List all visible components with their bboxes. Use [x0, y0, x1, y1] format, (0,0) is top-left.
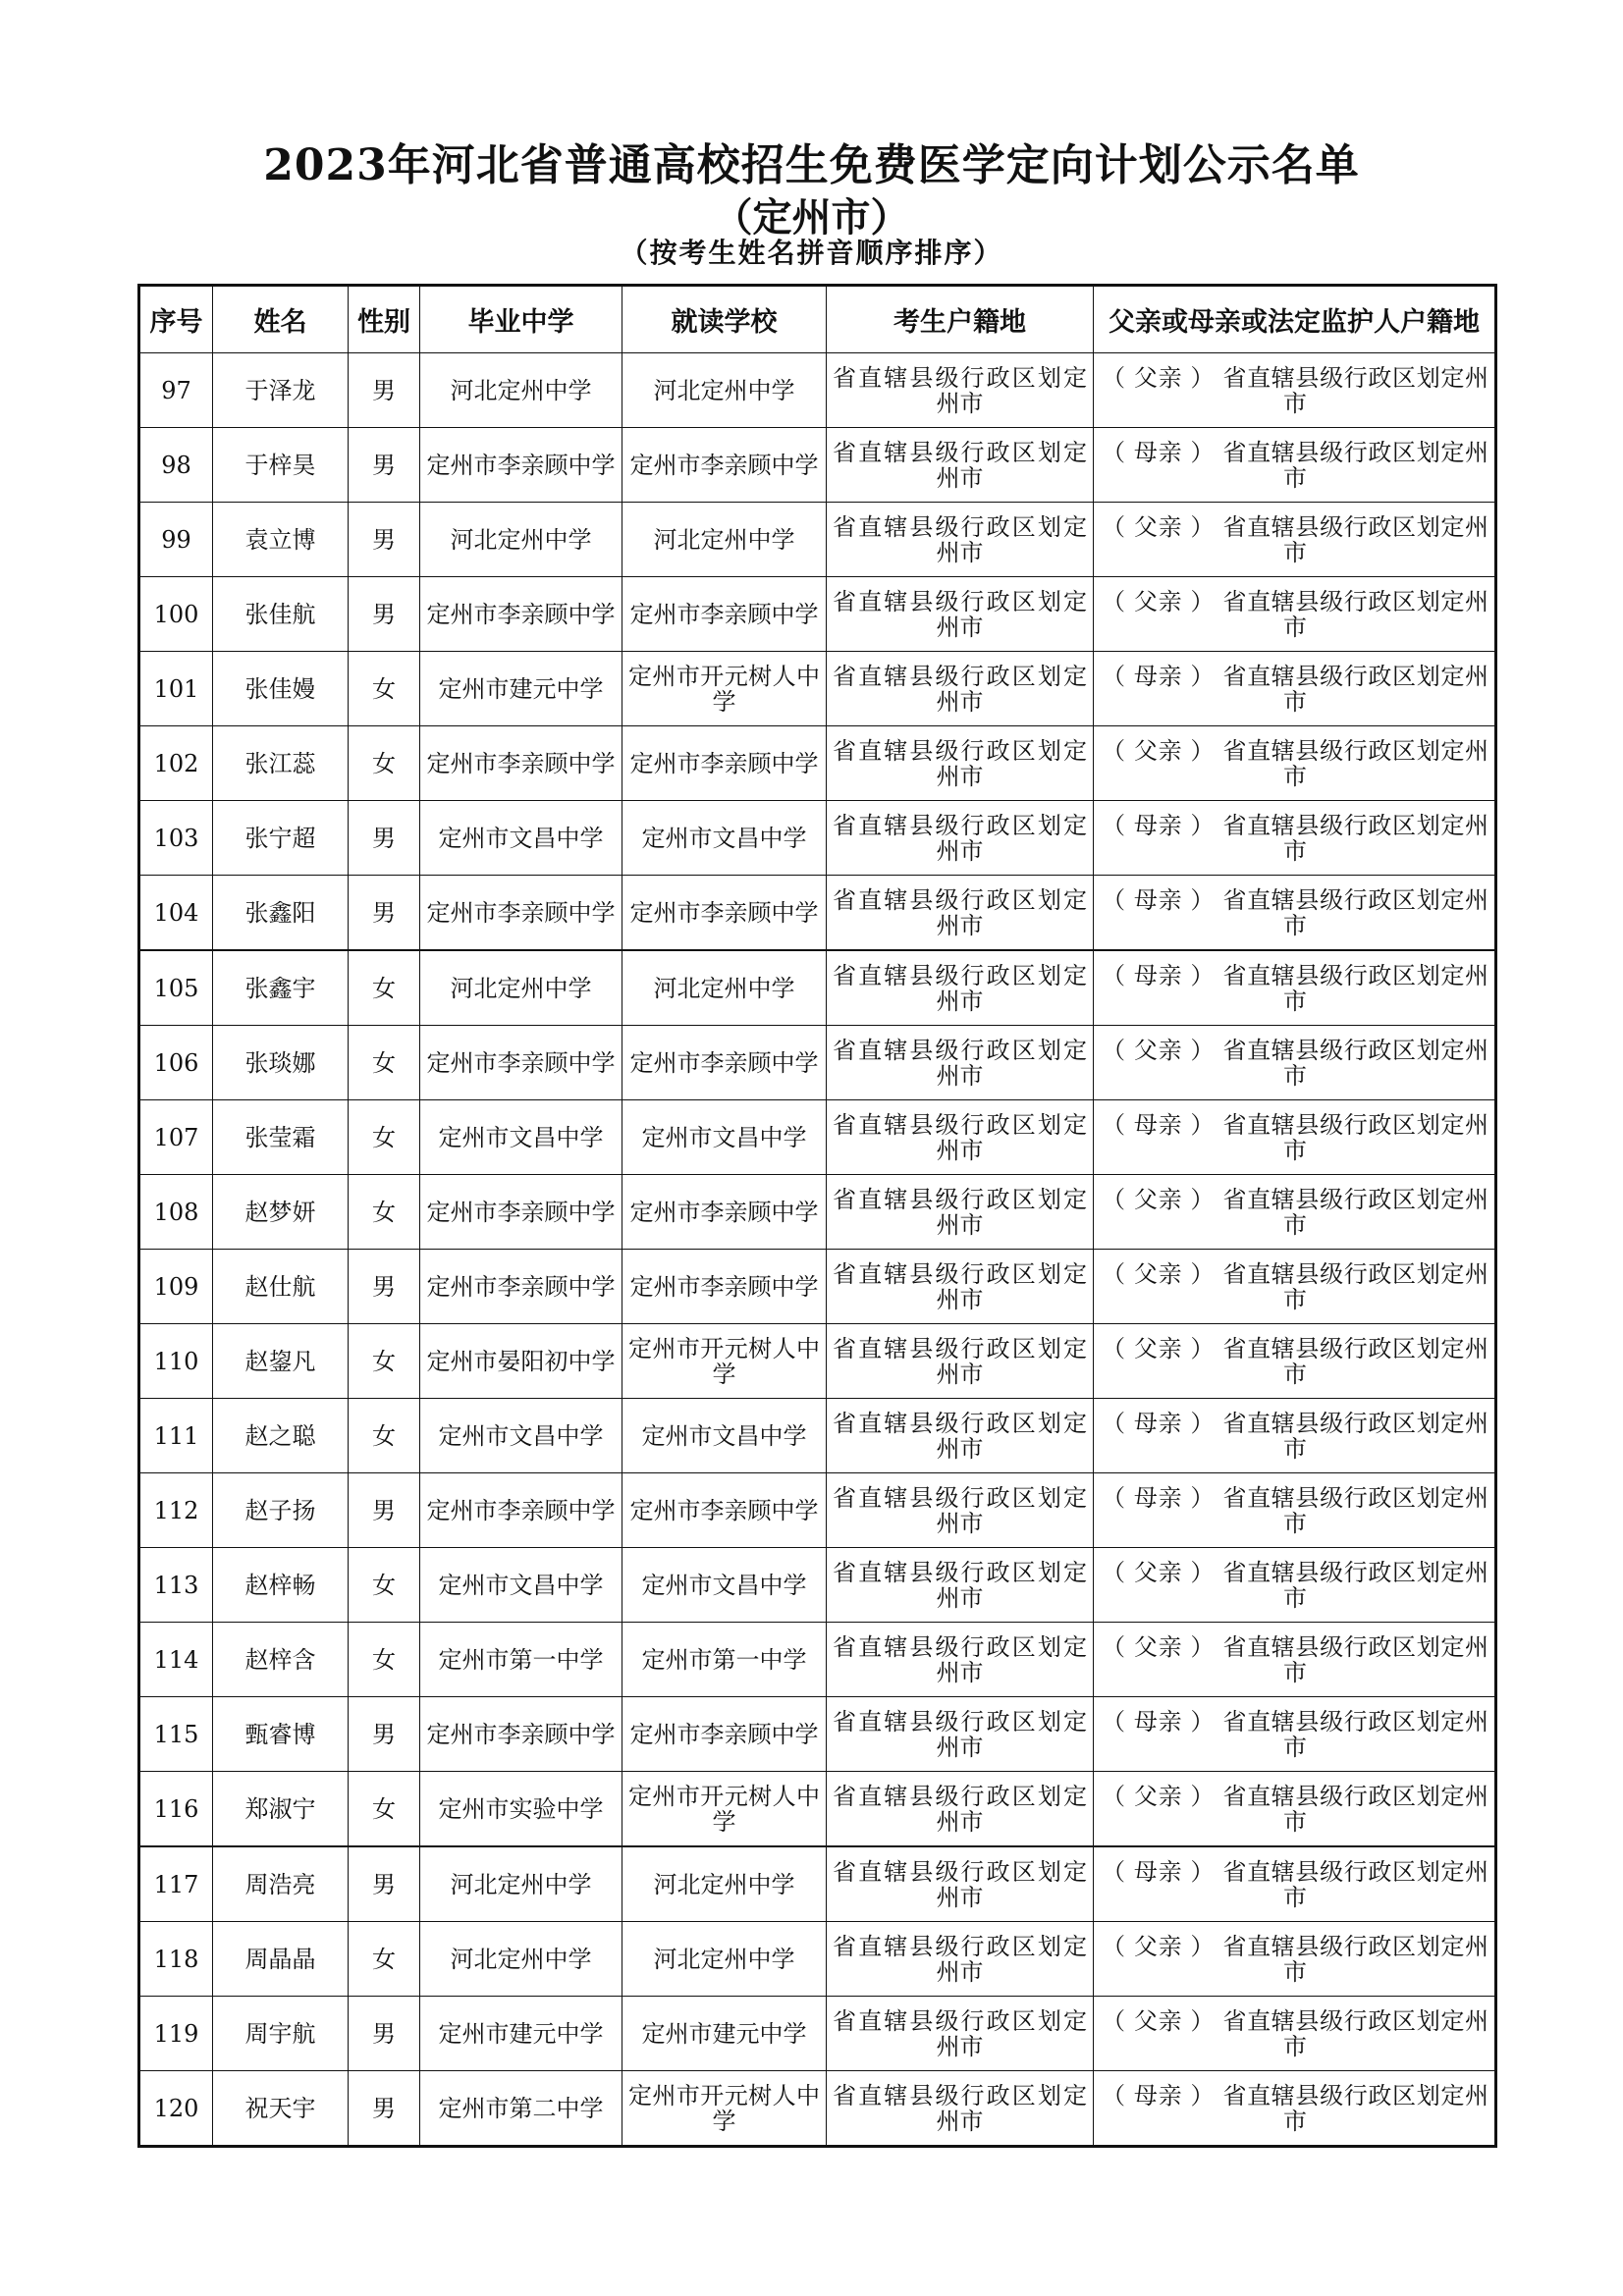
graduation-school-cell: 定州市文昌中学 [420, 801, 622, 876]
serial-cell: 101 [139, 652, 213, 726]
student-hukou-cell: 省直辖县级行政区划定州市 [827, 1026, 1094, 1100]
table-row [139, 1026, 1496, 1100]
gender-cell: 女 [349, 652, 420, 726]
gender-cell: 女 [349, 1623, 420, 1697]
name-cell: 张琰娜 [213, 1026, 349, 1100]
table-row [139, 428, 1496, 503]
student-hukou-cell: 省直辖县级行政区划定州市 [827, 1548, 1094, 1623]
student-hukou-cell: 省直辖县级行政区划定州市 [827, 652, 1094, 726]
current-school-cell: 定州市开元树人中学 [622, 1324, 827, 1399]
guardian-hukou-cell: （ 父亲 ） 省直辖县级行政区划定州市 [1094, 1250, 1496, 1324]
student-hukou-cell: 省直辖县级行政区划定州市 [827, 1846, 1094, 1922]
gender-cell: 男 [349, 1473, 420, 1548]
table-row [139, 1997, 1496, 2071]
current-school-cell: 定州市文昌中学 [622, 801, 827, 876]
table-row [139, 503, 1496, 577]
current-school-cell: 定州市李亲顾中学 [622, 1175, 827, 1250]
graduation-school-cell: 定州市李亲顾中学 [420, 1473, 622, 1548]
serial-cell: 111 [139, 1399, 213, 1473]
student-hukou-cell: 省直辖县级行政区划定州市 [827, 1324, 1094, 1399]
student-hukou-cell: 省直辖县级行政区划定州市 [827, 1922, 1094, 1997]
graduation-school-cell: 定州市第一中学 [420, 1623, 622, 1697]
gender-cell: 女 [349, 950, 420, 1026]
student-hukou-cell: 省直辖县级行政区划定州市 [827, 1399, 1094, 1473]
name-cell: 周宇航 [213, 1997, 349, 2071]
student-hukou-cell: 省直辖县级行政区划定州市 [827, 1175, 1094, 1250]
guardian-hukou-cell: （ 父亲 ） 省直辖县级行政区划定州市 [1094, 577, 1496, 652]
name-cell: 张佳航 [213, 577, 349, 652]
serial-cell: 114 [139, 1623, 213, 1697]
gender-cell: 女 [349, 1772, 420, 1847]
table-row [139, 1772, 1496, 1847]
current-school-cell: 定州市李亲顾中学 [622, 726, 827, 801]
guardian-hukou-cell: （ 父亲 ） 省直辖县级行政区划定州市 [1094, 1623, 1496, 1697]
header-cell: 就读学校 [622, 286, 827, 353]
serial-cell: 108 [139, 1175, 213, 1250]
current-school-cell: 定州市第一中学 [622, 1623, 827, 1697]
graduation-school-cell: 定州市李亲顾中学 [420, 1250, 622, 1324]
gender-cell: 男 [349, 353, 420, 428]
gender-cell: 男 [349, 1846, 420, 1922]
gender-cell: 女 [349, 1548, 420, 1623]
guardian-hukou-cell: （ 父亲 ） 省直辖县级行政区划定州市 [1094, 1922, 1496, 1997]
graduation-school-cell: 定州市建元中学 [420, 1997, 622, 2071]
gender-cell: 男 [349, 876, 420, 951]
guardian-hukou-cell: （ 父亲 ） 省直辖县级行政区划定州市 [1094, 503, 1496, 577]
gender-cell: 女 [349, 1324, 420, 1399]
table-row [139, 1175, 1496, 1250]
current-school-cell: 河北定州中学 [622, 1846, 827, 1922]
graduation-school-cell: 定州市晏阳初中学 [420, 1324, 622, 1399]
current-school-cell: 定州市李亲顾中学 [622, 428, 827, 503]
gender-cell: 男 [349, 2071, 420, 2147]
table-row [139, 1250, 1496, 1324]
guardian-hukou-cell: （ 母亲 ） 省直辖县级行政区划定州市 [1094, 1100, 1496, 1175]
current-school-cell: 定州市李亲顾中学 [622, 577, 827, 652]
student-hukou-cell: 省直辖县级行政区划定州市 [827, 726, 1094, 801]
guardian-hukou-cell: （ 父亲 ） 省直辖县级行政区划定州市 [1094, 1175, 1496, 1250]
current-school-cell: 定州市文昌中学 [622, 1399, 827, 1473]
header-row [139, 286, 1496, 353]
guardian-hukou-cell: （ 父亲 ） 省直辖县级行政区划定州市 [1094, 1772, 1496, 1847]
serial-cell: 103 [139, 801, 213, 876]
header-cell: 性别 [349, 286, 420, 353]
current-school-cell: 定州市李亲顾中学 [622, 1250, 827, 1324]
serial-cell: 106 [139, 1026, 213, 1100]
table-row [139, 1399, 1496, 1473]
name-cell: 赵子扬 [213, 1473, 349, 1548]
table-row [139, 1100, 1496, 1175]
serial-cell: 109 [139, 1250, 213, 1324]
serial-cell: 100 [139, 577, 213, 652]
student-hukou-cell: 省直辖县级行政区划定州市 [827, 2071, 1094, 2147]
student-hukou-cell: 省直辖县级行政区划定州市 [827, 428, 1094, 503]
gender-cell: 男 [349, 801, 420, 876]
guardian-hukou-cell: （ 母亲 ） 省直辖县级行政区划定州市 [1094, 876, 1496, 951]
serial-cell: 116 [139, 1772, 213, 1847]
name-cell: 张宁超 [213, 801, 349, 876]
name-cell: 郑淑宁 [213, 1772, 349, 1847]
student-hukou-cell: 省直辖县级行政区划定州市 [827, 577, 1094, 652]
name-cell: 张鑫阳 [213, 876, 349, 951]
current-school-cell: 定州市开元树人中学 [622, 652, 827, 726]
gender-cell: 男 [349, 1697, 420, 1772]
serial-cell: 102 [139, 726, 213, 801]
gender-cell: 男 [349, 428, 420, 503]
name-cell: 赵梦妍 [213, 1175, 349, 1250]
roster-table [137, 284, 1497, 2148]
sort-note: （按考生姓名拼音顺序排序） [620, 237, 1003, 269]
current-school-cell: 定州市李亲顾中学 [622, 1697, 827, 1772]
name-cell: 周晶晶 [213, 1922, 349, 1997]
header-cell: 序号 [139, 286, 213, 353]
current-school-cell: 定州市李亲顾中学 [622, 1026, 827, 1100]
serial-cell: 113 [139, 1548, 213, 1623]
current-school-cell: 河北定州中学 [622, 1922, 827, 1997]
gender-cell: 女 [349, 1100, 420, 1175]
graduation-school-cell: 定州市文昌中学 [420, 1100, 622, 1175]
table-row [139, 2071, 1496, 2147]
name-cell: 张莹霜 [213, 1100, 349, 1175]
name-cell: 赵之聪 [213, 1399, 349, 1473]
header-cell: 姓名 [213, 286, 349, 353]
student-hukou-cell: 省直辖县级行政区划定州市 [827, 1623, 1094, 1697]
serial-cell: 99 [139, 503, 213, 577]
graduation-school-cell: 定州市李亲顾中学 [420, 428, 622, 503]
graduation-school-cell: 定州市李亲顾中学 [420, 1026, 622, 1100]
table-row [139, 1473, 1496, 1548]
guardian-hukou-cell: （ 母亲 ） 省直辖县级行政区划定州市 [1094, 1399, 1496, 1473]
current-school-cell: 定州市建元中学 [622, 1997, 827, 2071]
roster-body [139, 353, 1496, 2147]
table-row [139, 876, 1496, 951]
student-hukou-cell: 省直辖县级行政区划定州市 [827, 801, 1094, 876]
graduation-school-cell: 定州市文昌中学 [420, 1399, 622, 1473]
current-school-cell: 定州市文昌中学 [622, 1100, 827, 1175]
name-cell: 于梓昊 [213, 428, 349, 503]
current-school-cell: 河北定州中学 [622, 950, 827, 1026]
current-school-cell: 河北定州中学 [622, 503, 827, 577]
document-subtitle: （定州市） [713, 194, 910, 240]
student-hukou-cell: 省直辖县级行政区划定州市 [827, 503, 1094, 577]
graduation-school-cell: 河北定州中学 [420, 503, 622, 577]
student-hukou-cell: 省直辖县级行政区划定州市 [827, 353, 1094, 428]
serial-cell: 105 [139, 950, 213, 1026]
name-cell: 周浩亮 [213, 1846, 349, 1922]
name-cell: 赵仕航 [213, 1250, 349, 1324]
table-row [139, 950, 1496, 1026]
document-title: 2023年河北省普通高校招生免费医学定向计划公示名单 [263, 140, 1360, 190]
student-hukou-cell: 省直辖县级行政区划定州市 [827, 1100, 1094, 1175]
graduation-school-cell: 定州市李亲顾中学 [420, 876, 622, 951]
gender-cell: 男 [349, 1250, 420, 1324]
guardian-hukou-cell: （ 母亲 ） 省直辖县级行政区划定州市 [1094, 950, 1496, 1026]
guardian-hukou-cell: （ 母亲 ） 省直辖县级行政区划定州市 [1094, 428, 1496, 503]
graduation-school-cell: 河北定州中学 [420, 1922, 622, 1997]
table-row [139, 1846, 1496, 1922]
guardian-hukou-cell: （ 母亲 ） 省直辖县级行政区划定州市 [1094, 1846, 1496, 1922]
guardian-hukou-cell: （ 母亲 ） 省直辖县级行政区划定州市 [1094, 2071, 1496, 2147]
graduation-school-cell: 定州市文昌中学 [420, 1548, 622, 1623]
name-cell: 于泽龙 [213, 353, 349, 428]
name-cell: 祝天宇 [213, 2071, 349, 2147]
table-row [139, 1324, 1496, 1399]
header-cell: 考生户籍地 [827, 286, 1094, 353]
gender-cell: 男 [349, 503, 420, 577]
graduation-school-cell: 定州市李亲顾中学 [420, 1697, 622, 1772]
student-hukou-cell: 省直辖县级行政区划定州市 [827, 1772, 1094, 1847]
serial-cell: 118 [139, 1922, 213, 1997]
graduation-school-cell: 河北定州中学 [420, 950, 622, 1026]
guardian-hukou-cell: （ 父亲 ） 省直辖县级行政区划定州市 [1094, 1324, 1496, 1399]
current-school-cell: 定州市李亲顾中学 [622, 876, 827, 951]
guardian-hukou-cell: （ 母亲 ） 省直辖县级行政区划定州市 [1094, 801, 1496, 876]
table-row [139, 577, 1496, 652]
graduation-school-cell: 定州市李亲顾中学 [420, 577, 622, 652]
header-cell: 毕业中学 [420, 286, 622, 353]
gender-cell: 女 [349, 1026, 420, 1100]
table-row [139, 1697, 1496, 1772]
current-school-cell: 河北定州中学 [622, 353, 827, 428]
table-row [139, 1922, 1496, 1997]
current-school-cell: 定州市文昌中学 [622, 1548, 827, 1623]
serial-cell: 117 [139, 1846, 213, 1922]
name-cell: 赵梓畅 [213, 1548, 349, 1623]
name-cell: 赵鋆凡 [213, 1324, 349, 1399]
guardian-hukou-cell: （ 父亲 ） 省直辖县级行政区划定州市 [1094, 1026, 1496, 1100]
current-school-cell: 定州市开元树人中学 [622, 2071, 827, 2147]
serial-cell: 120 [139, 2071, 213, 2147]
table-row [139, 652, 1496, 726]
graduation-school-cell: 河北定州中学 [420, 353, 622, 428]
name-cell: 张鑫宇 [213, 950, 349, 1026]
graduation-school-cell: 定州市第二中学 [420, 2071, 622, 2147]
serial-cell: 112 [139, 1473, 213, 1548]
table-row [139, 726, 1496, 801]
table-row [139, 1548, 1496, 1623]
student-hukou-cell: 省直辖县级行政区划定州市 [827, 950, 1094, 1026]
gender-cell: 女 [349, 726, 420, 801]
graduation-school-cell: 定州市李亲顾中学 [420, 726, 622, 801]
guardian-hukou-cell: （ 母亲 ） 省直辖县级行政区划定州市 [1094, 1697, 1496, 1772]
name-cell: 甄睿博 [213, 1697, 349, 1772]
gender-cell: 男 [349, 1997, 420, 2071]
graduation-school-cell: 定州市建元中学 [420, 652, 622, 726]
name-cell: 张佳嫚 [213, 652, 349, 726]
serial-cell: 115 [139, 1697, 213, 1772]
student-hukou-cell: 省直辖县级行政区划定州市 [827, 1697, 1094, 1772]
gender-cell: 男 [349, 577, 420, 652]
header-cell: 父亲或母亲或法定监护人户籍地 [1094, 286, 1496, 353]
table-row [139, 1623, 1496, 1697]
student-hukou-cell: 省直辖县级行政区划定州市 [827, 1473, 1094, 1548]
name-cell: 张江蕊 [213, 726, 349, 801]
guardian-hukou-cell: （ 父亲 ） 省直辖县级行政区划定州市 [1094, 353, 1496, 428]
gender-cell: 女 [349, 1399, 420, 1473]
serial-cell: 110 [139, 1324, 213, 1399]
current-school-cell: 定州市李亲顾中学 [622, 1473, 827, 1548]
name-cell: 赵梓含 [213, 1623, 349, 1697]
serial-cell: 119 [139, 1997, 213, 2071]
gender-cell: 女 [349, 1175, 420, 1250]
guardian-hukou-cell: （ 父亲 ） 省直辖县级行政区划定州市 [1094, 1548, 1496, 1623]
graduation-school-cell: 河北定州中学 [420, 1846, 622, 1922]
serial-cell: 98 [139, 428, 213, 503]
serial-cell: 104 [139, 876, 213, 951]
table-row [139, 801, 1496, 876]
graduation-school-cell: 定州市实验中学 [420, 1772, 622, 1847]
gender-cell: 女 [349, 1922, 420, 1997]
student-hukou-cell: 省直辖县级行政区划定州市 [827, 876, 1094, 951]
guardian-hukou-cell: （ 母亲 ） 省直辖县级行政区划定州市 [1094, 652, 1496, 726]
name-cell: 袁立博 [213, 503, 349, 577]
guardian-hukou-cell: （ 父亲 ） 省直辖县级行政区划定州市 [1094, 726, 1496, 801]
graduation-school-cell: 定州市李亲顾中学 [420, 1175, 622, 1250]
table-row [139, 353, 1496, 428]
guardian-hukou-cell: （ 父亲 ） 省直辖县级行政区划定州市 [1094, 1997, 1496, 2071]
guardian-hukou-cell: （ 母亲 ） 省直辖县级行政区划定州市 [1094, 1473, 1496, 1548]
serial-cell: 107 [139, 1100, 213, 1175]
serial-cell: 97 [139, 353, 213, 428]
current-school-cell: 定州市开元树人中学 [622, 1772, 827, 1847]
student-hukou-cell: 省直辖县级行政区划定州市 [827, 1997, 1094, 2071]
student-hukou-cell: 省直辖县级行政区划定州市 [827, 1250, 1094, 1324]
